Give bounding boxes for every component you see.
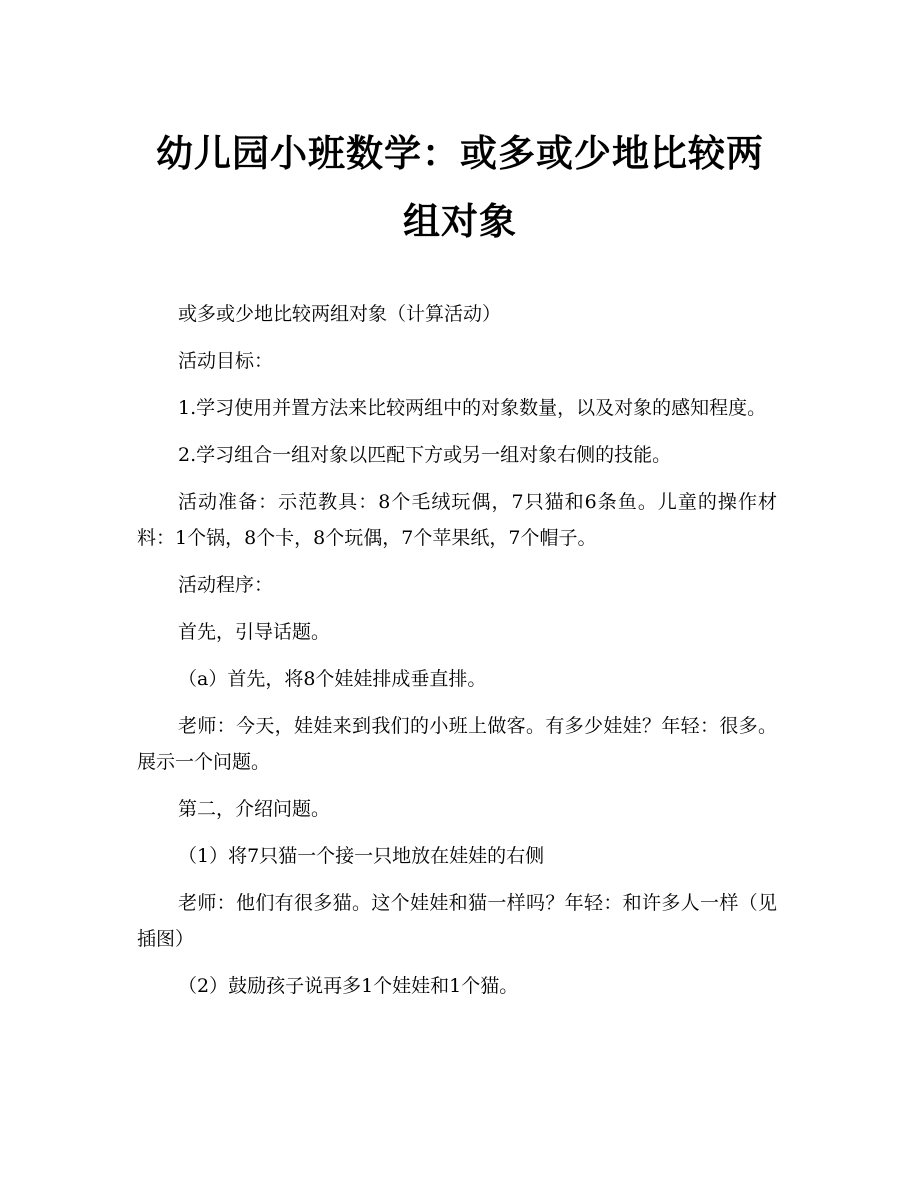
step-2-heading: 第二，介绍问题。 xyxy=(178,798,331,820)
subtitle-paragraph: 或多或少地比较两组对象（计算活动） xyxy=(178,303,502,325)
teacher-dialogue-2: 老师：他们有很多猫。这个娃娃和猫一样吗？年轻：和许多人一样（见插图） xyxy=(137,892,777,950)
step-1a: （a）首先，将8个娃娃排成垂直排。 xyxy=(178,668,487,690)
objectives-heading: 活动目标： xyxy=(178,350,274,372)
preparation-paragraph: 活动准备：示范教具：8个毛绒玩偶，7只猫和6条鱼。儿童的操作材料：1个锅，8个卡，8个玩偶，7个苹果纸，7个帽子。 xyxy=(137,491,777,549)
step-1-heading: 首先，引导话题。 xyxy=(178,621,331,643)
objective-2: 2.学习组合一组对象以匹配下方或另一组对象右侧的技能。 xyxy=(178,444,672,466)
title-line-2: 组对象 xyxy=(403,200,517,243)
step-2-item-2: （2）鼓励孩子说再多1个娃娃和1个猫。 xyxy=(178,975,519,997)
teacher-dialogue-1: 老师：今天，娃娃来到我们的小班上做客。有多少娃娃？年轻：很多。展示一个问题。 xyxy=(137,715,777,773)
document-title xyxy=(120,120,800,256)
document-body xyxy=(137,296,777,1015)
title-line-1: 幼儿园小班数学：或多或少地比较两 xyxy=(156,132,764,175)
step-2-item-1: （1）将7只猫一个接一只地放在娃娃的右侧 xyxy=(178,845,545,867)
objective-1: 1.学习使用并置方法来比较两组中的对象数量，以及对象的感知程度。 xyxy=(178,397,767,419)
procedure-heading: 活动程序： xyxy=(178,574,274,596)
